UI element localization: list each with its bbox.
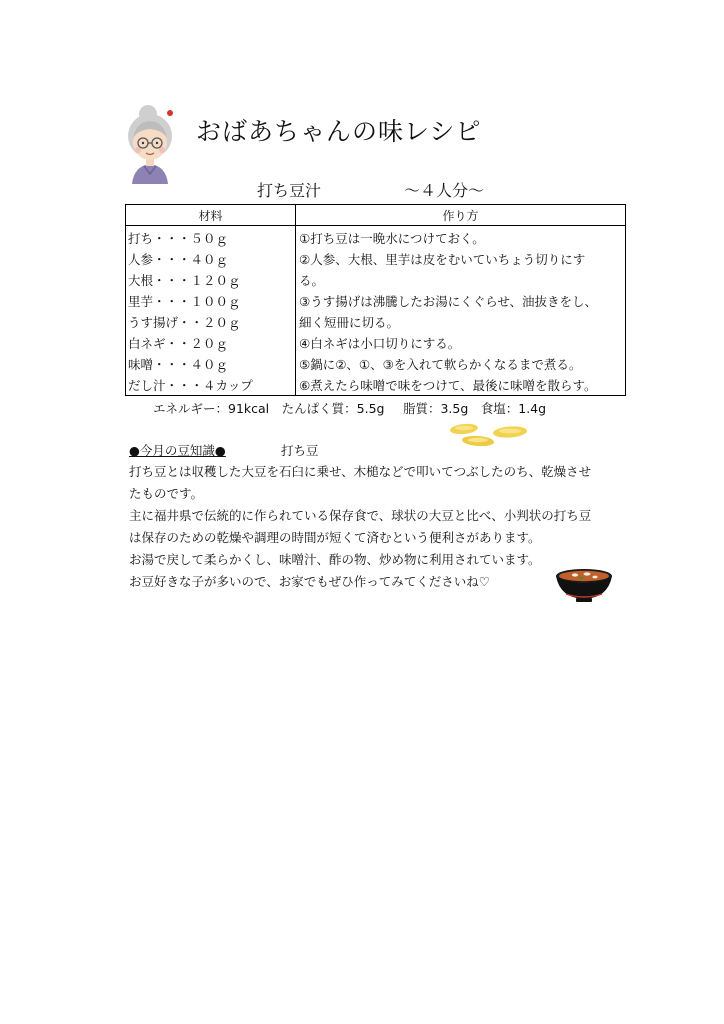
miso-soup-bowl-illustration <box>554 566 614 604</box>
recipe-table <box>125 204 626 396</box>
ingredient-item: 白ネギ・・２０ｇ <box>128 336 229 351</box>
knowledge-line: お湯で戻して柔らかくし、味噌汁、酢の物、炒め物に利用されています。 <box>129 552 541 567</box>
step-line: ①打ち豆は一晩水につけておく。 <box>299 231 485 246</box>
knowledge-text <box>129 461 609 593</box>
steps-header: 作り方 <box>442 209 479 223</box>
ingredients-list <box>128 228 253 396</box>
page-title: おばあちゃんの味レシピ <box>196 117 482 146</box>
header-divider <box>126 225 625 226</box>
ingredient-item: うす揚げ・・２０ｇ <box>128 315 241 330</box>
ingredient-item: 大根・・・１２０ｇ <box>128 273 241 288</box>
knowledge-line: は保存のための乾燥や調理の時間が短くて済むという便利さがあります。 <box>129 530 541 545</box>
step-line: る。 <box>299 273 325 288</box>
knowledge-heading: ●今月の豆知識● <box>129 443 226 458</box>
grandma-illustration <box>118 104 182 184</box>
knowledge-line: たものです。 <box>129 486 204 501</box>
step-line: 細く短冊に切る。 <box>299 315 400 330</box>
ingredient-item: だし汁・・・４カップ <box>128 378 253 393</box>
flattened-beans-illustration <box>444 420 530 450</box>
servings-label: ～４人分～ <box>404 181 485 200</box>
step-line: ④白ネギは小口切りにする。 <box>299 336 461 351</box>
step-line: ③うす揚げは沸騰したお湯にくぐらせ、油抜きをし、 <box>299 294 597 309</box>
ingredient-item: 味噌・・・４０ｇ <box>128 357 229 372</box>
knowledge-line: お豆好きな子が多いので、お家でもぜひ作ってみてくださいね♡ <box>129 574 490 589</box>
ingredient-item: 人参・・・４０ｇ <box>128 252 229 267</box>
column-divider <box>295 205 296 395</box>
dish-title: 打ち豆汁 <box>257 181 322 200</box>
steps-list <box>299 228 597 396</box>
step-line: ⑥煮えたら味噌で味をつけて、最後に味噌を散らす。 <box>299 378 597 393</box>
ingredients-header: 材料 <box>198 209 223 223</box>
knowledge-line: 主に福井県で伝統的に作られている保存食で、球状の大豆と比べ、小判状の打ち豆 <box>129 508 592 523</box>
ingredient-item: 里芋・・・１００ｇ <box>128 294 241 309</box>
knowledge-line: 打ち豆とは収穫した大豆を石臼に乗せ、木槌などで叩いてつぶしたのち、乾燥させ <box>129 464 592 479</box>
step-line: ⑤鍋に②、①、③を入れて軟らかくなるまで煮る。 <box>299 357 582 372</box>
knowledge-topic: 打ち豆 <box>281 443 319 458</box>
step-line: ②人参、大根、里芋は皮をむいていちょう切りにす <box>299 252 586 267</box>
ingredient-item: 打ち・・・５０ｇ <box>128 231 229 246</box>
nutrition-info: エネルギー：91kcal たんぱく質：5.5g 脂質：3.5g 食塩：1.4g <box>153 401 547 416</box>
